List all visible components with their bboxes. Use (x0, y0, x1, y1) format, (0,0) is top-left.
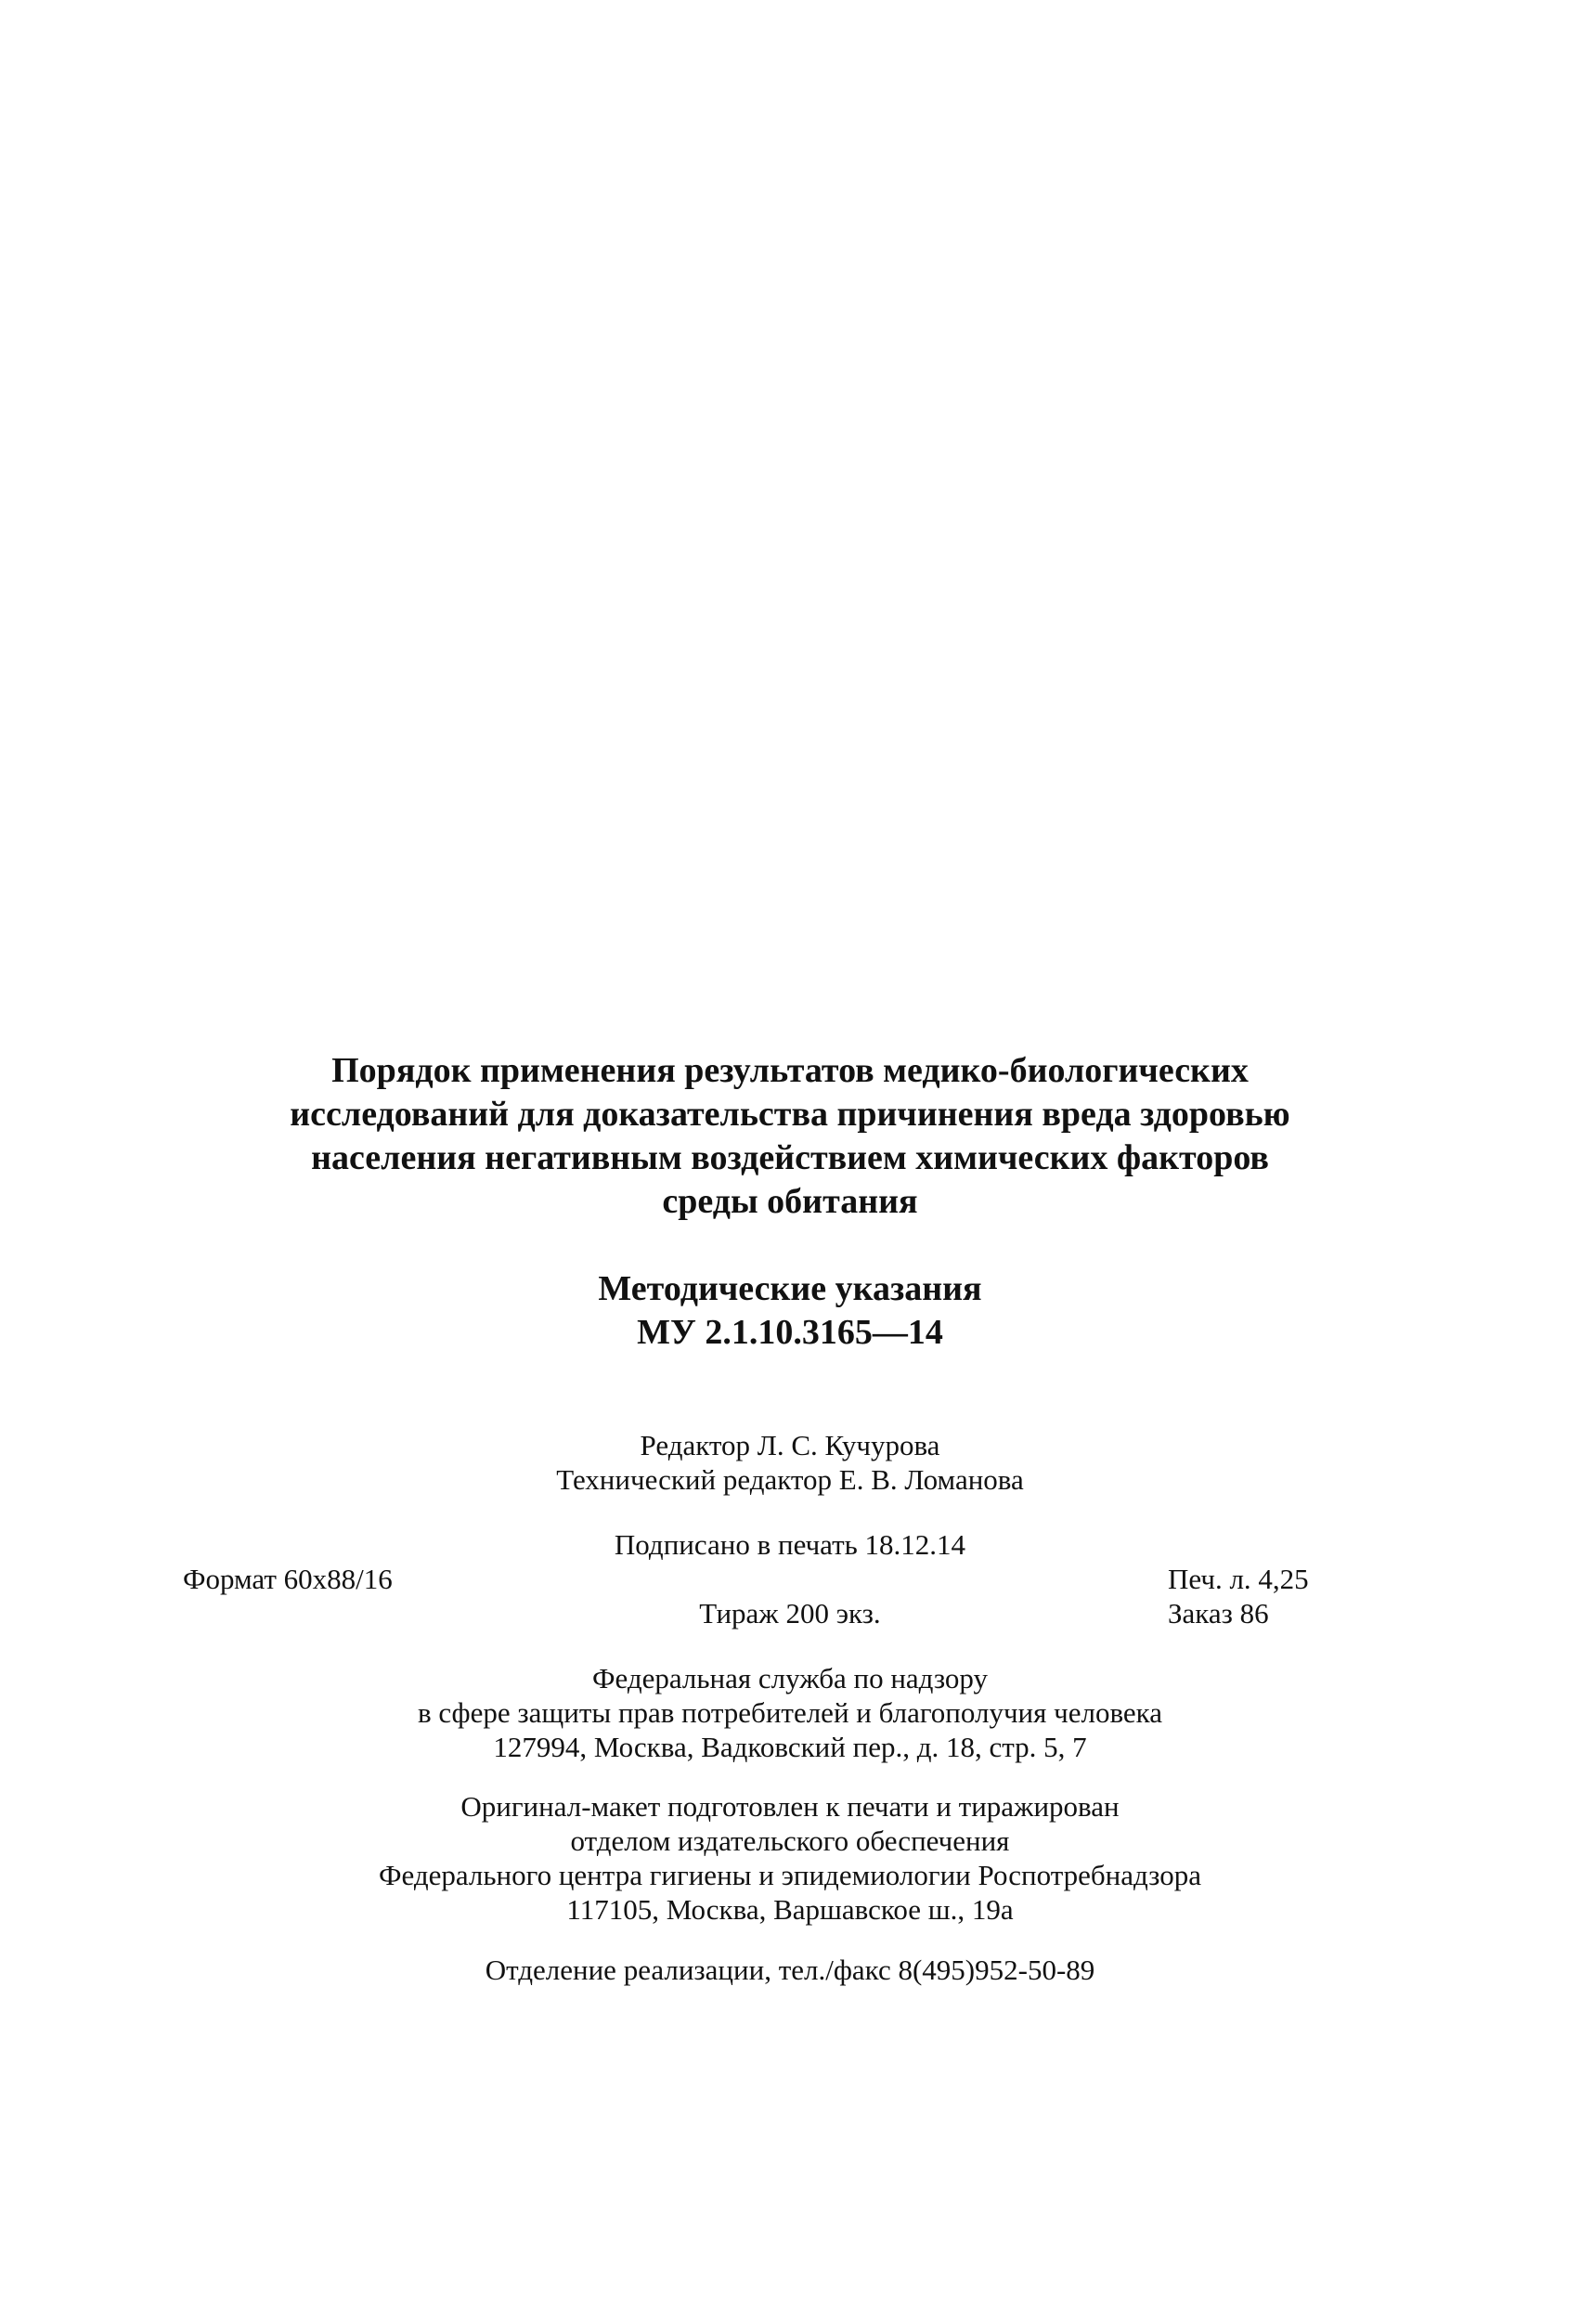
producer-info (0, 1789, 1580, 1927)
sales-phone: Отделение реализации, тел./факс 8(495)952-50-89 (485, 1954, 1095, 1986)
title-line-3: населения негативным воздействием химических факторов (311, 1138, 1269, 1177)
agency-address: 127994, Москва, Вадковский пер., д. 18, стр. 5, 7 (493, 1731, 1087, 1763)
print-sheets: Печ. л. 4,25 (1168, 1563, 1309, 1595)
format-info: Формат 60x88/16 (183, 1563, 393, 1595)
document-title (0, 1049, 1580, 1224)
producer-address: 117105, Москва, Варшавское ш., 19а (566, 1893, 1014, 1926)
document-subtitle (0, 1267, 1580, 1355)
agency-line-1: Федеральная служба по надзору (592, 1662, 988, 1694)
agency-info (0, 1661, 1580, 1764)
signed-to-print (0, 1527, 1580, 1562)
title-line-4: среды обитания (662, 1182, 918, 1221)
producer-line-3: Федерального центра гигиены и эпидемиологии Роспотребнадзора (379, 1859, 1201, 1891)
signed-date: Подписано в печать 18.12.14 (614, 1528, 966, 1561)
order-number: Заказ 86 (1168, 1597, 1269, 1629)
editor-credit: Редактор Л. С. Кучурова (640, 1429, 940, 1461)
title-line-2: исследований для доказательства причинения вреда здоровью (290, 1095, 1290, 1134)
title-line-1: Порядок применения результатов медико-биологических (331, 1051, 1249, 1090)
sales-contact (0, 1953, 1580, 1987)
producer-line-2: отделом издательского обеспечения (570, 1824, 1010, 1857)
doc-type: Методические указания (598, 1269, 982, 1308)
tech-editor-credit: Технический редактор Е. В. Ломанова (556, 1463, 1024, 1496)
producer-line-1: Оригинал-макет подготовлен к печати и тиражирован (460, 1790, 1120, 1823)
agency-line-2: в сфере защиты прав потребителей и благополучия человека (417, 1696, 1163, 1729)
doc-number: МУ 2.1.10.3165—14 (637, 1313, 943, 1352)
circulation: Тираж 200 экз. (699, 1597, 881, 1629)
circulation-info (0, 1596, 1580, 1630)
editors (0, 1428, 1580, 1497)
